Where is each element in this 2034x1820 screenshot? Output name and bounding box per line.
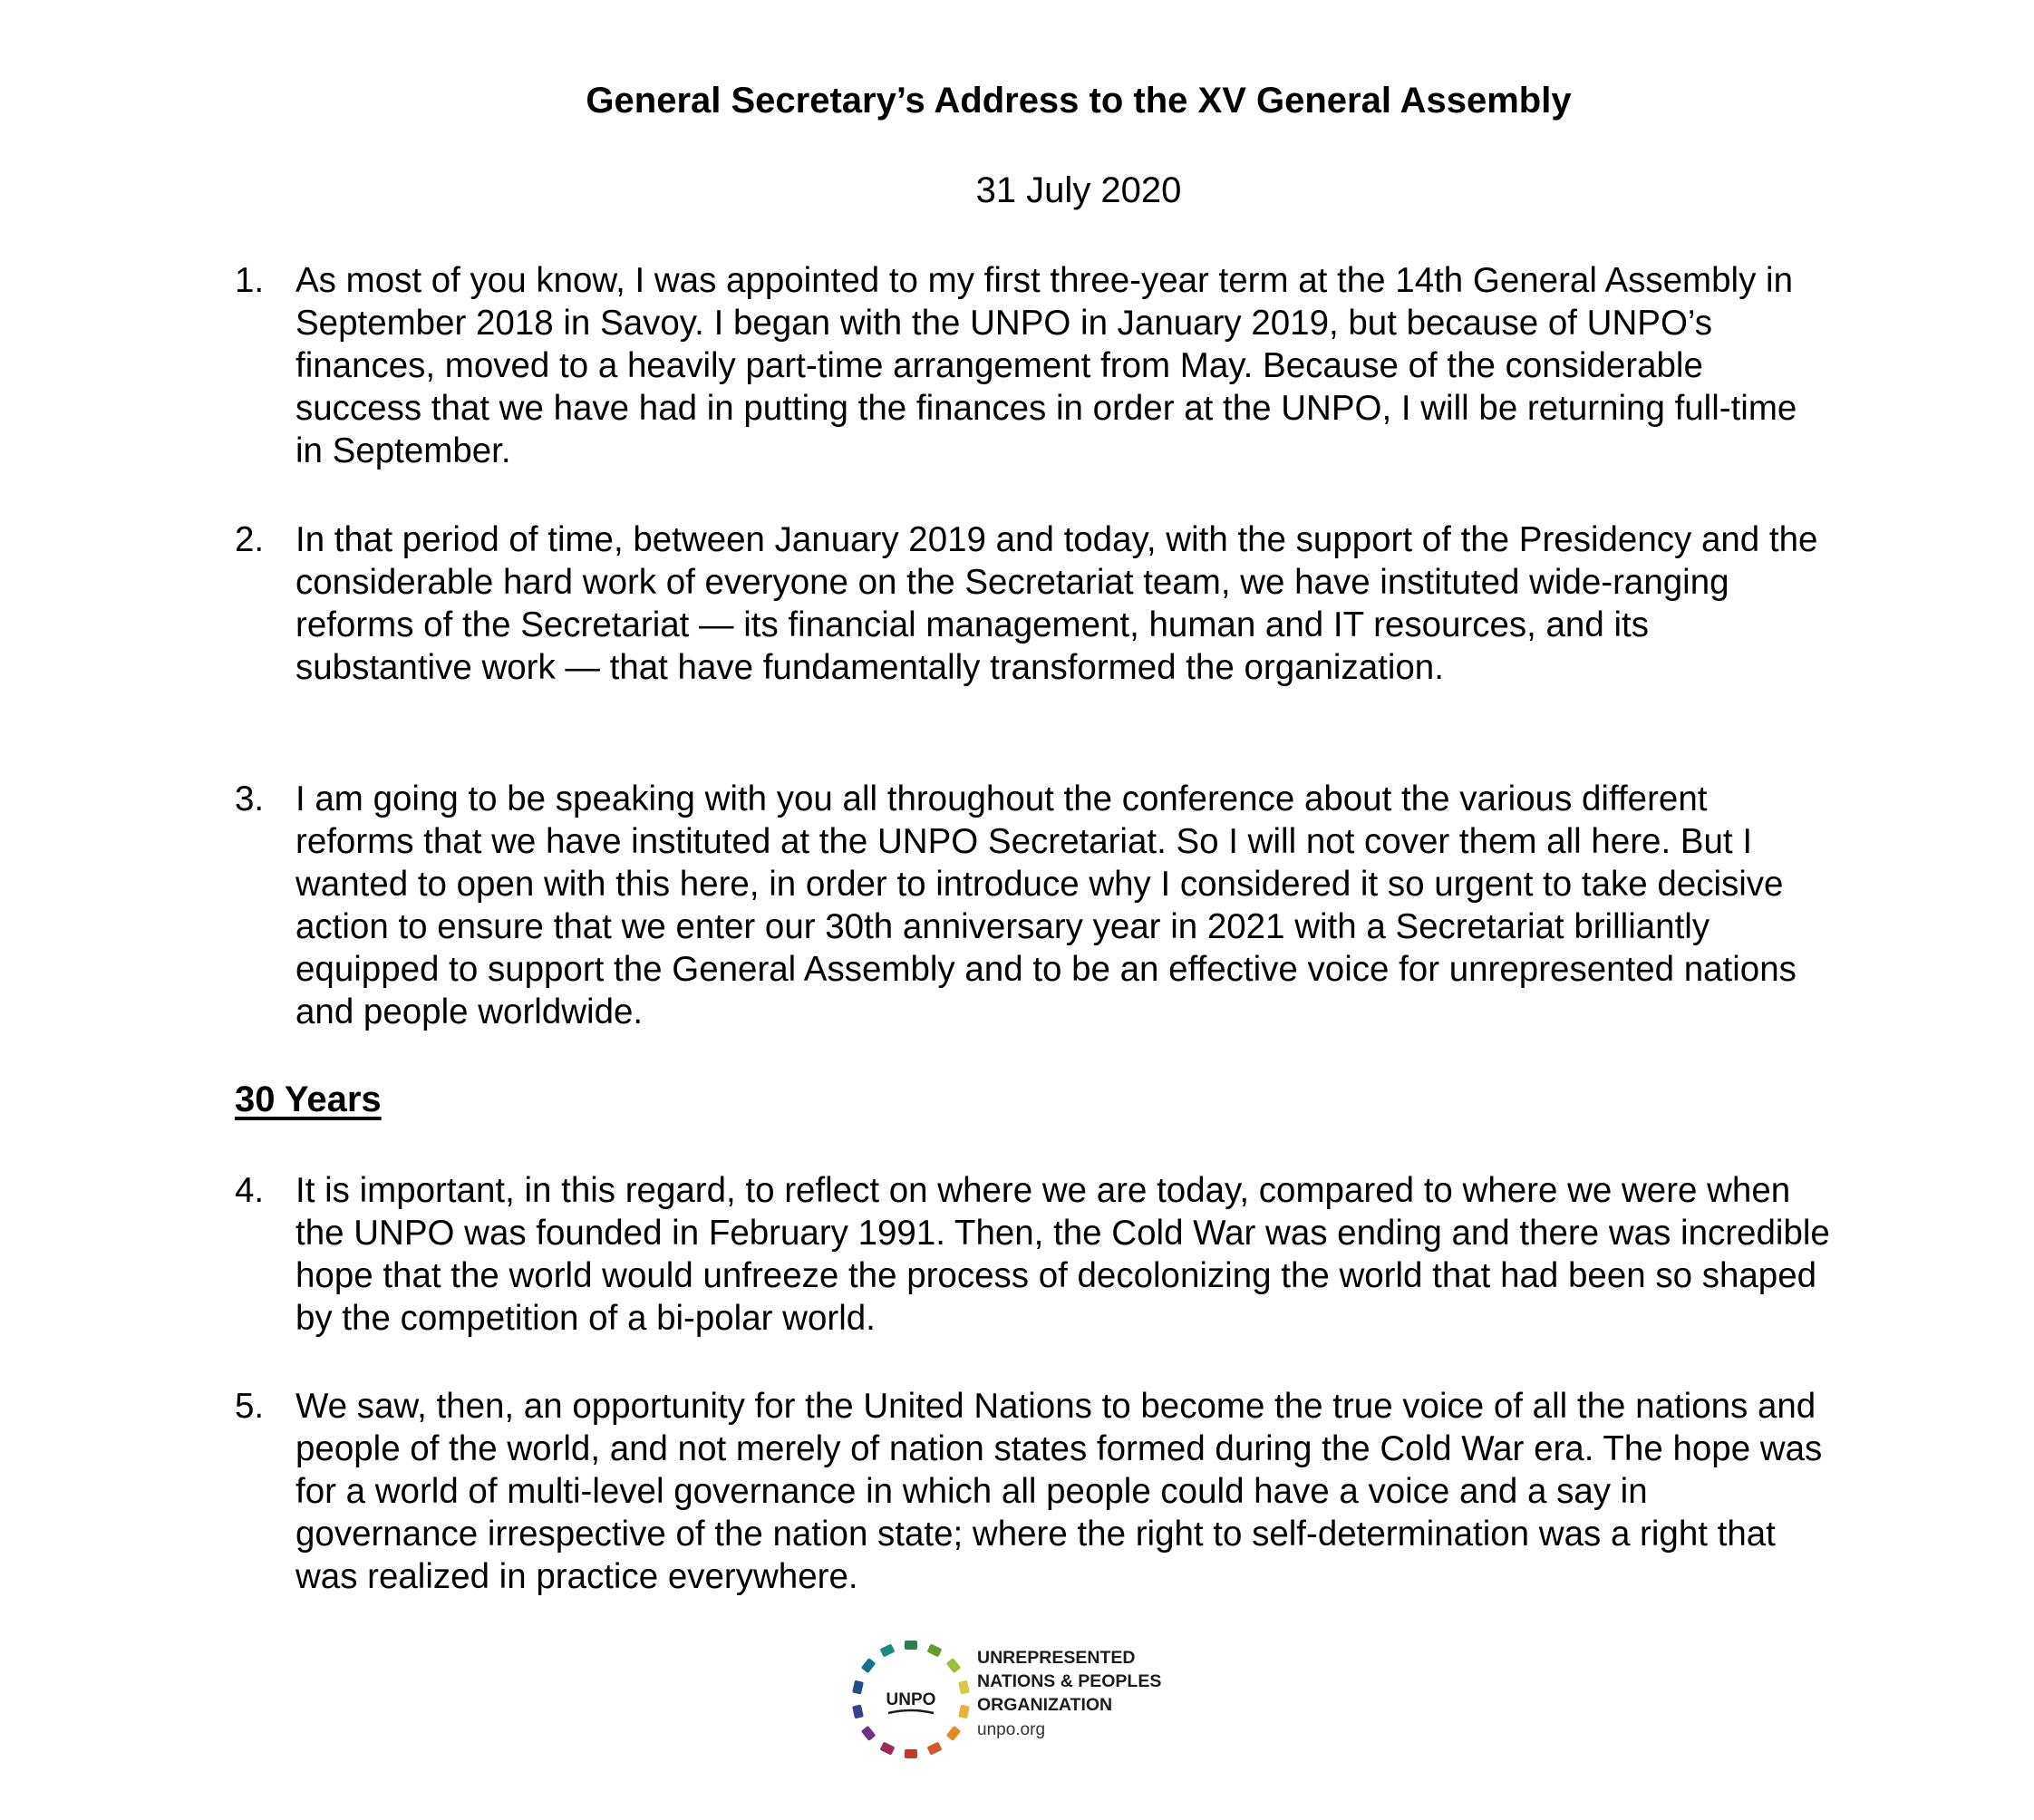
ring-segment	[861, 1658, 877, 1673]
paragraph-number: 4.	[235, 1171, 265, 1210]
ring-segment	[880, 1742, 896, 1756]
paragraph-number: 5.	[235, 1387, 265, 1426]
document-date: 31 July 2020	[975, 170, 1182, 210]
logo-wordmark	[977, 1646, 1231, 1743]
logo-url: unpo.org	[977, 1720, 1046, 1739]
paragraph-text: As most of you know, I was appointed to my first three-year term at the 14th General Assembly in September 2018 in Savoy. I began with the UNPO in January 2019, but because of UNPO’s finances, moved to a heavily part-time arrangement from May. Because of the considerable success that we have had in putting the finances in order at the UNPO, I will be returning full-time in September.	[295, 261, 1797, 470]
ring-segment	[958, 1680, 970, 1695]
numbered-paragraph-1	[235, 259, 1830, 472]
ring-segment	[880, 1643, 896, 1657]
paragraph-number: 1.	[235, 261, 265, 300]
section-heading: 30 Years	[235, 1079, 382, 1119]
ring-segment	[927, 1742, 943, 1756]
ring-segment	[958, 1704, 970, 1718]
ring-segment	[905, 1749, 917, 1758]
numbered-paragraph-4	[235, 1169, 1830, 1340]
numbered-paragraph-2	[235, 518, 1830, 689]
unpo-ring-emblem	[843, 1631, 979, 1767]
ring-segment	[927, 1643, 943, 1657]
numbered-paragraph-3	[235, 778, 1830, 1033]
ring-segment	[905, 1641, 917, 1650]
paragraph-number: 3.	[235, 779, 265, 818]
ring-segment	[861, 1726, 877, 1741]
logo-mark-text: UNPO	[886, 1690, 936, 1709]
paragraph-text: I am going to be speaking with you all throughout the conference about the various different reforms that we have instituted at the UNPO Secretariat. So I will not cover them all here. But I wanted to open with this here, in order to introduce why I considered it so urgent to take decisive action to ensure that we enter our 30th anniversary year in 2021 with a Secretariat brilliantly equipped to support the General Assembly and to be an effective voice for unrepresented nations and people worldwide.	[295, 779, 1797, 1031]
logo-line-3: ORGANIZATION	[977, 1695, 1113, 1715]
unpo-logo	[843, 1631, 1224, 1767]
logo-line-1: UNREPRESENTED	[977, 1648, 1136, 1668]
ring-segment	[946, 1658, 962, 1673]
document-title: General Secretary’s Address to the XV General Assembly	[586, 81, 1572, 121]
logo-mark-swoosh	[888, 1710, 934, 1713]
paragraph-text: We saw, then, an opportunity for the United Nations to become the true voice of all the nations and people of the world, and not merely of nation states formed during the Cold War era. The hope was for a world of multi-level governance in which all people could have a voice and a say in governance irrespective of the nation state; where the right to self-determination was a right that was realized in practice everywhere.	[295, 1387, 1823, 1596]
numbered-paragraph-5	[235, 1385, 1830, 1598]
paragraph-text: It is important, in this regard, to reflect on where we are today, compared to where we were when the UNPO was founded in February 1991. Then, the Cold War was ending and there was incredible hope that the world would unfreeze the process of decolonizing the world that had been so shaped by the competition of a bi-polar world.	[295, 1171, 1830, 1338]
logo-line-2: NATIONS & PEOPLES	[977, 1671, 1162, 1691]
paragraph-text: In that period of time, between January 2019 and today, with the support of the Presidency and the considerable hard work of everyone on the Secretariat team, we have instituted wide-ranging reforms of the Secretariat — its financial management, human and IT resources, and its substantive work — that have fundamentally transformed the organization.	[295, 520, 1818, 687]
ring-segment	[946, 1726, 962, 1741]
paragraph-number: 2.	[235, 520, 265, 559]
ring-segment	[852, 1680, 864, 1695]
ring-segment	[852, 1704, 864, 1718]
